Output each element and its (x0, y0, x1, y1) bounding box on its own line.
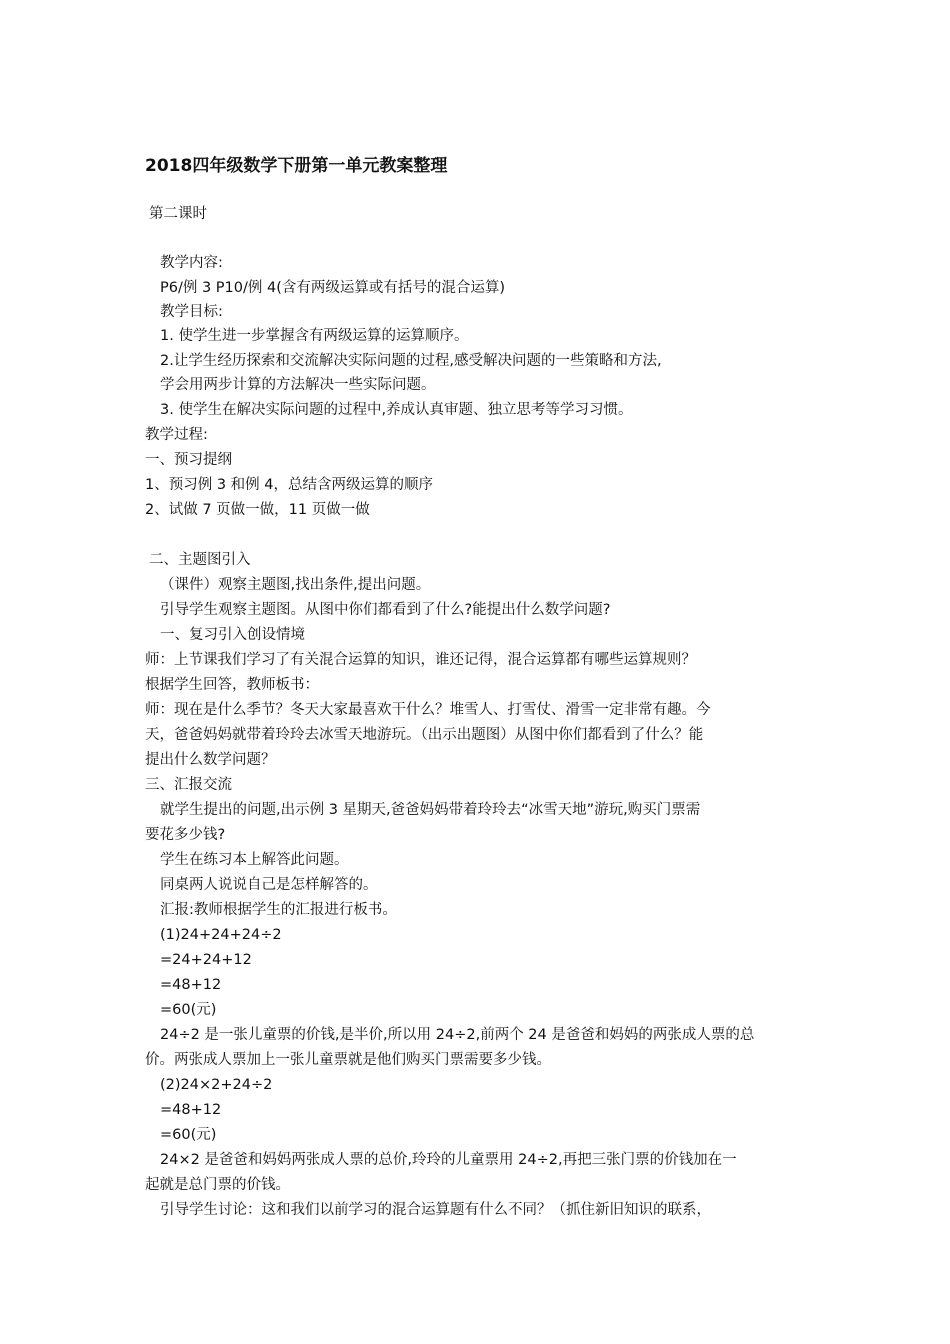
text-line: 引导学生观察主题图。从图中你们都看到了什么?能提出什么数学问题? (160, 602, 611, 618)
text-line: （课件）观察主题图,找出条件,提出问题。 (160, 577, 431, 593)
text-line: 根据学生回答，教师板书： (145, 677, 319, 693)
text-line: 第二课时 (149, 206, 207, 222)
text-line: 1. 使学生进一步掌握含有两级运算的运算顺序。 (160, 328, 469, 344)
text-line: 天，爸爸妈妈就带着玲玲去冰雪天地游玩。（出示出题图）从图中你们都看到了什么？能 (145, 727, 704, 743)
text-line: 一、预习提纲 (145, 452, 232, 468)
text-line: 师：上节课我们学习了有关混合运算的知识，谁还记得，混合运算都有哪些运算规则？ (145, 652, 696, 668)
math-line: =48+12 (160, 1102, 222, 1118)
document-title: 2018四年级数学下册第一单元教案整理 (145, 156, 448, 176)
text-line: 3. 使学生在解决实际问题的过程中,养成认真审题、独立思考等学习习惯。 (160, 402, 633, 418)
text-line: 要花多少钱? (145, 827, 226, 843)
math-line: =60(元) (160, 1127, 217, 1143)
text-line: 2.让学生经历探索和交流解决实际问题的过程,感受解决问题的一些策略和方法, (160, 353, 662, 369)
math-line: (2)24×2+24÷2 (160, 1077, 273, 1093)
text-line: 同桌两人说说自己是怎样解答的。 (160, 877, 378, 893)
text-line: 24÷2 是一张儿童票的价钱,是半价,所以用 24÷2,前两个 24 是爸爸和妈妈的两张成人票的总 (160, 1027, 755, 1043)
math-line: =60(元) (160, 1002, 217, 1018)
text-line: 价。两张成人票加上一张儿童票就是他们购买门票需要多少钱。 (145, 1052, 551, 1068)
math-line: (1)24+24+24÷2 (160, 927, 282, 943)
text-line: 1、预习例 3 和例 4，总结含两级运算的顺序 (145, 477, 434, 493)
math-line: =48+12 (160, 977, 222, 993)
text-line: 教学目标: (160, 304, 223, 320)
text-line: 二、主题图引入 (149, 552, 251, 568)
text-line: 就学生提出的问题,出示例 3 星期天,爸爸妈妈带着玲玲去“冰雪天地”游玩,购买门票需 (160, 802, 701, 818)
text-line: 2、试做 7 页做一做，11 页做一做 (145, 502, 370, 518)
text-line: 教学内容: (160, 255, 223, 271)
text-line: 学会用两步计算的方法解决一些实际问题。 (160, 377, 436, 393)
text-line: 24×2 是爸爸和妈妈两张成人票的总价,玲玲的儿童票用 24÷2,再把三张门票的价钱加在一 (160, 1152, 737, 1168)
text-line: 教学过程: (145, 427, 208, 443)
text-line: 一、复习引入创设情境 (160, 627, 305, 643)
text-line: 三、汇报交流 (145, 777, 232, 793)
text-line: 汇报:教师根据学生的汇报进行板书。 (160, 902, 397, 918)
math-line: =24+24+12 (160, 952, 252, 968)
text-line: 师：现在是什么季节？冬天大家最喜欢干什么？堆雪人、打雪仗、滑雪一定非常有趣。今 (145, 702, 711, 718)
text-line: 引导学生讨论：这和我们以前学习的混合运算题有什么不同？（抓住新旧知识的联系， (160, 1202, 711, 1218)
text-line: 起就是总门票的价钱。 (145, 1177, 290, 1193)
text-line: 提出什么数学问题？ (145, 752, 276, 768)
text-line: 学生在练习本上解答此问题。 (160, 852, 349, 868)
text-line: P6/例 3 P10/例 4(含有两级运算或有括号的混合运算) (160, 280, 506, 296)
